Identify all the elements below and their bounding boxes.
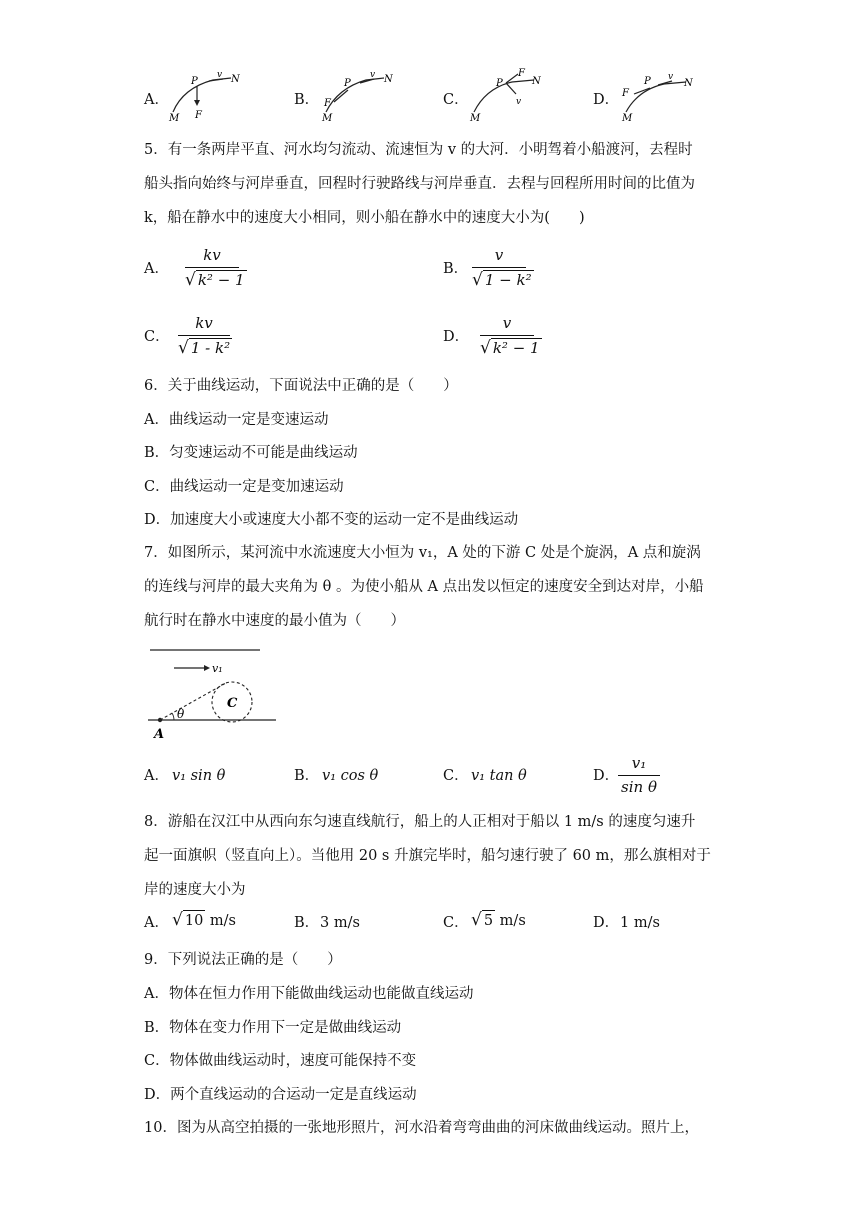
q7-fig-a-label: A [154,727,165,742]
q7-fig-c-label: C [227,696,238,711]
q5-option-a-denominator: k² − 1 [197,271,245,289]
q5-option-a-label: A． [144,261,169,277]
q9-option-c: C．物体做曲线运动时，速度可能保持不变 [144,1053,417,1069]
q9-option-b: B．物体在变力作用下一定是做曲线运动 [144,1020,402,1036]
q7-river-figure [144,644,280,742]
svg-text:F: F [622,88,629,99]
q5-option-b-numerator: v [472,246,526,268]
q7-option-c-expr: v₁ tan θ [471,768,527,784]
q5-option-b-fraction: $\frac{v}{\text{√ 1 − k²}}$ [472,246,532,290]
q7-stem-line-2: 的连线与河岸的最大夹角为 θ 。为使小船从 A 点出发以恒定的速度安全到达对岸，小船 [144,579,704,595]
q9-option-d: D．两个直线运动的合运动一定是直线运动 [144,1087,417,1103]
q8-option-b-label: B． [294,915,320,931]
q5-option-c-fraction: $\frac{kv}{\text{√ 1 - k²}}$ [178,314,231,358]
q7-current-arrow-head [204,665,210,671]
q7-tangent-line [160,683,226,720]
q4-option-a-figure [165,70,245,122]
q5-option-c-numerator: kv [178,314,230,336]
q8-stem-line-2: 起一面旗帜（竖直向上）。当他用 20 s 升旗完毕时，船匀速行驶了 60 m，那么旗相对于 [144,848,711,864]
svg-text:N: N [384,74,393,85]
svg-text:P: P [344,78,351,89]
q7-fig-theta-label: θ [177,707,185,721]
q4-option-c-label: C． [443,92,469,108]
q7-fig-v1-label: v₁ [212,662,223,675]
q8-stem-line-3: 岸的速度大小为 [144,882,246,898]
q4-option-d-label: D． [593,92,620,108]
q8-option-c-radicand: 5 [482,910,495,931]
q5-option-a-numerator: kv [185,246,239,268]
q7-option-d-label: D． [593,768,620,784]
q8-option-c-label: C． [443,915,469,931]
q8-option-c-expr: √ 5 m/s [471,910,526,930]
svg-text:P: P [496,78,503,89]
q6-option-c: C．曲线运动一定是变加速运动 [144,479,344,495]
q5-stem-line-2: 船头指向始终与河岸垂直，回程时行驶路线与河岸垂直．去程与回程所用时间的比值为 [144,176,695,192]
q7-option-d-denominator: sin θ [621,778,657,796]
q9-option-a: A．物体在恒力作用下能做曲线运动也能做直线运动 [144,986,474,1002]
q9-stem: 9．下列说法正确的是（ ） [144,952,342,968]
q4-option-c-figure [466,68,546,122]
svg-text:F: F [518,68,525,79]
q5-stem-line-3: k，船在静水中的速度大小相同，则小船在静水中的速度大小为( ) [144,210,585,226]
q5-option-a-fraction: $\frac{kv}{\text{√ k² − 1}}$ [185,246,245,290]
q5-option-c-label: C． [144,329,170,345]
q8-option-b-value: 3 m/s [320,915,360,931]
q5-option-d-fraction: $\frac{v}{\text{√ k² − 1}}$ [480,314,540,358]
q8-option-a-expr: √ 10 m/s [172,910,236,930]
q4-option-d-figure [618,70,698,122]
svg-text:v: v [217,70,223,80]
q7-point-a [158,718,162,722]
q5-option-b-denominator: 1 − k² [484,271,532,289]
q5-stem-line-1: 5．有一条两岸平直、河水均匀流动、流速恒为 v 的大河．小明驾着小船渡河，去程时 [144,142,693,158]
q7-option-b-expr: v₁ cos θ [322,768,379,784]
q7-stem-line-1: 7．如图所示，某河流中水流速度大小恒为 v₁，A 处的下游 C 处是个旋涡，A 点和旋涡 [144,545,701,561]
svg-text:N: N [532,76,541,87]
q7-stem-line-3: 航行时在静水中速度的最小值为（ ） [144,613,405,629]
svg-text:F: F [324,98,331,109]
q10-stem-line-1: 10．图为从高空拍摄的一张地形照片，河水沿着弯弯曲曲的河床做曲线运动。照片上， [144,1120,699,1136]
svg-text:N: N [684,78,693,89]
q4-option-b-figure [318,70,398,122]
q5-option-d-denominator: k² − 1 [492,339,540,357]
q6-stem: 6．关于曲线运动，下面说法中正确的是（ ） [144,378,458,394]
q8-option-c-unit: m/s [495,913,526,929]
q8-option-a-label: A． [144,915,169,931]
svg-text:P: P [191,76,198,87]
q8-option-d-value: 1 m/s [620,915,660,931]
svg-text:v: v [516,97,522,107]
svg-text:M: M [169,113,180,122]
q7-option-d-numerator: v₁ [618,754,660,776]
svg-text:M: M [470,113,481,122]
svg-text:v: v [668,72,674,82]
q5-option-d-numerator: v [480,314,534,336]
svg-text:M: M [622,113,633,122]
svg-text:F: F [195,110,202,121]
q6-option-a: A．曲线运动一定是变速运动 [144,412,329,428]
q8-option-d-label: D． [593,915,620,931]
q6-option-d: D．加速度大小或速度大小都不变的运动一定不是曲线运动 [144,512,519,528]
q8-option-a-radicand: 10 [183,910,205,931]
q6-option-b: B．匀变速运动不可能是曲线运动 [144,445,358,461]
q7-option-c-label: C． [443,768,469,784]
q4-option-a-label: A． [144,92,169,108]
q7-option-d-fraction [618,754,660,796]
q5-option-b-label: B． [443,261,469,277]
q5-option-d-label: D． [443,329,470,345]
svg-text:v: v [370,70,376,80]
q5-option-c-denominator: 1 - k² [190,339,231,357]
q8-stem-line-1: 8．游船在汉江中从西向东匀速直线航行，船上的人正相对于船以 1 m/s 的速度匀速升 [144,814,696,830]
q8-option-a-unit: m/s [205,913,236,929]
q7-option-a-label: A． [144,768,169,784]
q7-option-a-expr: v₁ sin θ [172,768,226,784]
q7-option-b-label: B． [294,768,320,784]
svg-text:M: M [322,113,333,122]
q7-angle-arc [172,713,174,720]
svg-text:P: P [644,76,651,87]
q4-option-b-label: B． [294,92,320,108]
svg-text:N: N [231,74,240,85]
